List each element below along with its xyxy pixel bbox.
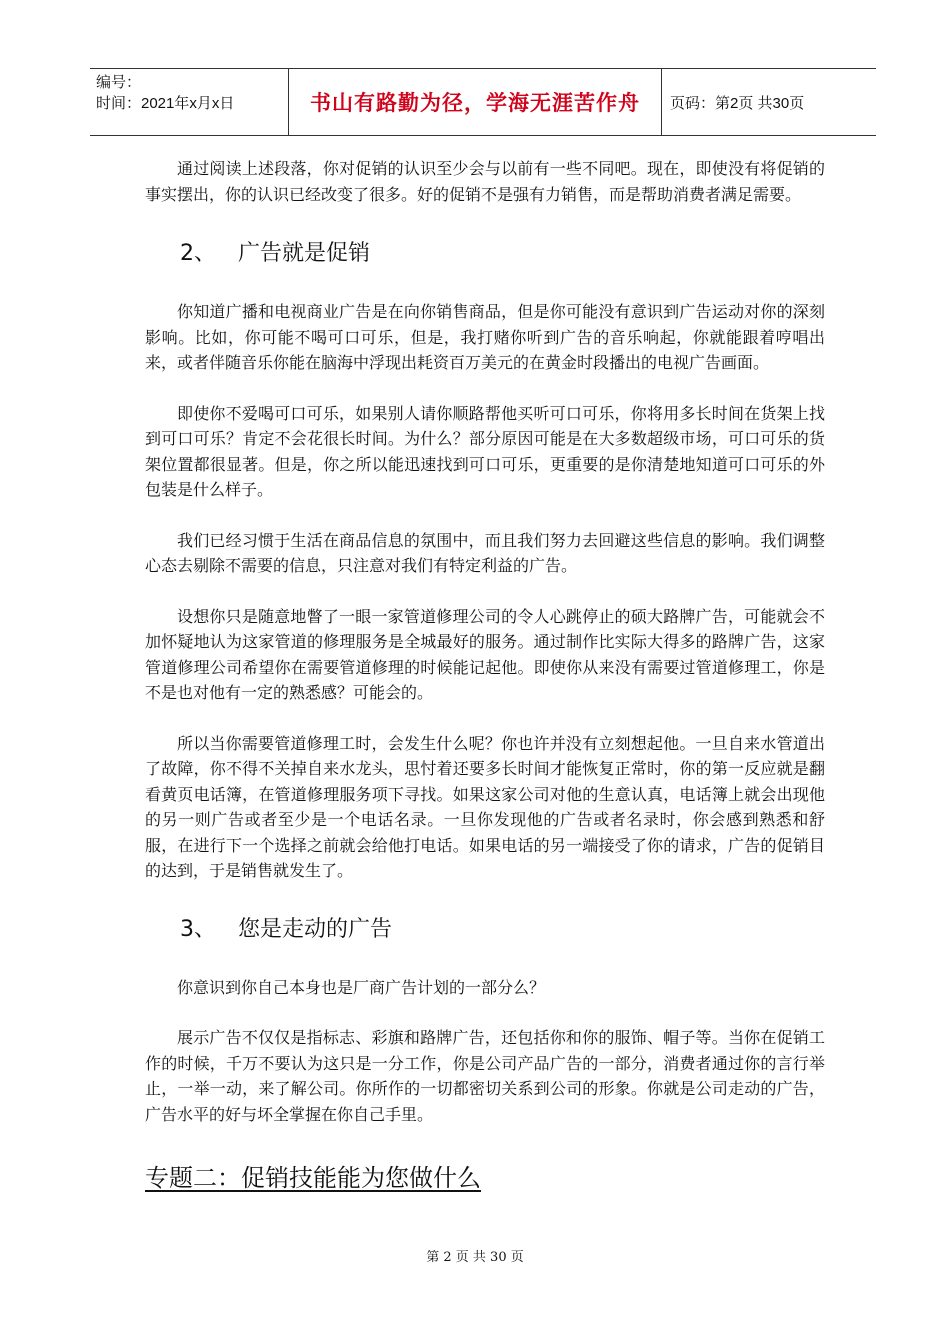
page-header	[90, 68, 876, 136]
paragraph: 你知道广播和电视商业广告是在向你销售商品，但是你可能没有意识到广告运动对你的深刻影响。比如，你可能不喝可口可乐，但是，我打赌你听到广告的音乐响起，你就能跟着哼唱出来，或者伴随音乐你能在脑海中浮现出耗资百万美元的在黄金时段播出的电视广告画面。	[145, 302, 825, 372]
paragraph: 通过阅读上述段落，你对促销的认识至少会与以前有一些不同吧。现在，即使没有将促销的事实摆出，你的认识已经改变了很多。好的促销不是强有力销售，而是帮助消费者满足需要。	[145, 159, 825, 204]
header-motto-cell	[288, 69, 662, 135]
serial-label: 编号：	[96, 74, 142, 91]
section-title: 您是走动的广告	[238, 916, 393, 942]
paragraph: 你意识到你自己本身也是厂商广告计划的一部分么？	[177, 977, 546, 997]
header-page-cell	[662, 69, 876, 135]
paragraph: 我们已经习惯于生活在商品信息的氛围中，而且我们努力去回避这些信息的影响。我们调整心态去剔除不需要的信息，只注意对我们有特定利益的广告。	[145, 530, 825, 575]
section-heading-3	[145, 915, 825, 945]
section-heading-2	[145, 239, 825, 269]
section-number: 2、	[180, 241, 216, 266]
page-footer: 第 2 页 共 30 页	[426, 1250, 524, 1265]
section-number: 3、	[180, 916, 216, 942]
header-meta	[90, 69, 288, 135]
time-label: 时间：2021年x月x日	[96, 95, 235, 112]
header-motto: 书山有路勤为径，学海无涯苦作舟	[310, 91, 640, 115]
paragraph: 设想你只是随意地瞥了一眼一家管道修理公司的令人心跳停止的硕大路牌广告，可能就会不加怀疑地认为这家管道的修理服务是全城最好的服务。通过制作比实际大得多的路牌广告，这家管道修理公司希望你在需要管道修理的时候能记起他。即使你从来没有需要过管道修理工，你是不是也对他有一定的熟悉感？可能会的。	[145, 606, 825, 702]
topic-title: 专题二：促销技能能为您做什么	[145, 1164, 481, 1192]
paragraph: 所以当你需要管道修理工时，会发生什么呢？你也许并没有立刻想起他。一旦自来水管道出了故障，你不得不关掉自来水龙头，思忖着还要多长时间才能恢复正常时，你的第一反应就是翻看黄页电话簿，在管道修理服务项下寻找。如果这家公司对他的生意认真，电话簿上就会出现他的另一则广告或者至少是一个电话名录。一旦你发现他的广告或者名录时，你会感到熟悉和舒服，在进行下一个选择之前就会给他打电话。如果电话的另一端接受了你的请求，广告的促销目的达到，于是销售就发生了。	[145, 733, 825, 880]
paragraph: 展示广告不仅仅是指标志、彩旗和路牌广告，还包括你和你的服饰、帽子等。当你在促销工作的时候，千万不要认为这只是一分工作，你是公司产品广告的一部分，消费者通过你的言行举止，一举一动，来了解公司。你所作的一切都密切关系到公司的形象。你就是公司走动的广告，广告水平的好与坏全掌握在你自己手里。	[145, 1028, 825, 1124]
document-body	[145, 156, 825, 1194]
header-page-label: 页码：第2页 共30页	[670, 94, 805, 112]
paragraph: 即使你不爱喝可口可乐，如果别人请你顺路帮他买听可口可乐，你将用多长时间在货架上找到可口可乐？肯定不会花很长时间。为什么？部分原因可能是在大多数超级市场，可口可乐的货架位置都很显著。但是，你之所以能迅速找到可口可乐，更重要的是你清楚地知道可口可乐的外包装是什么样子。	[145, 403, 825, 499]
section-title: 广告就是促销	[238, 241, 371, 266]
